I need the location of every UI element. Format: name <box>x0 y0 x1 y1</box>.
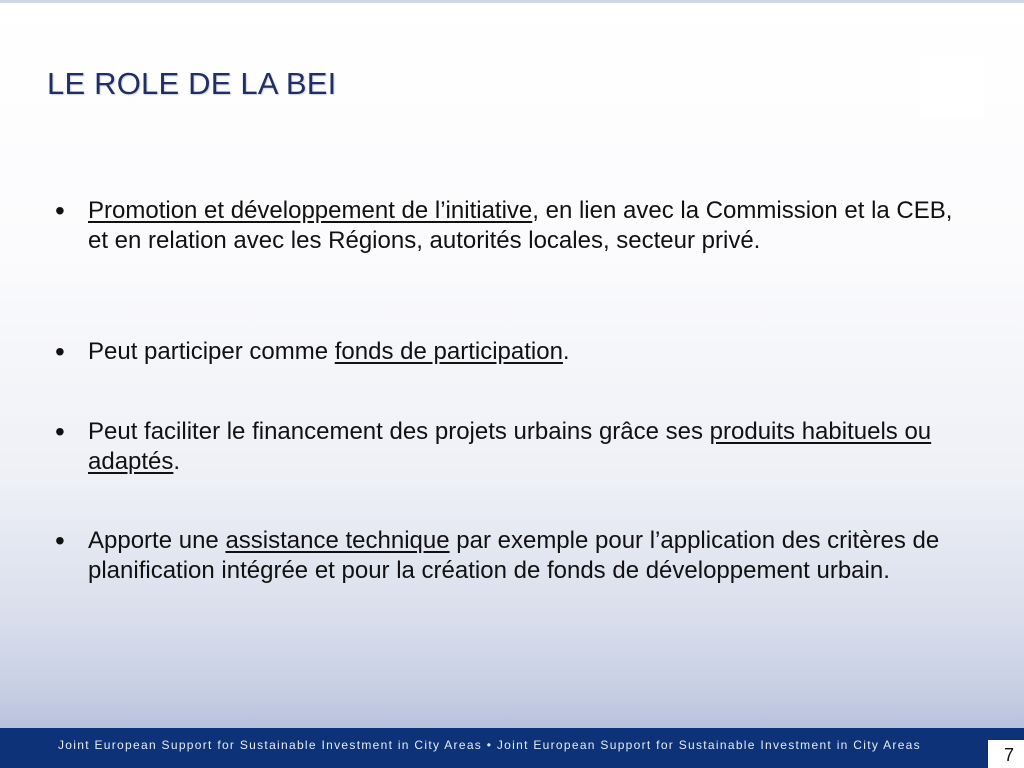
bullet-2-underlined: fonds de participation <box>334 338 563 365</box>
footer-band <box>0 728 1024 768</box>
slide-title: LE ROLE DE LA BEI <box>47 66 337 101</box>
bullet-text-1 <box>88 196 968 256</box>
bullet-4-underlined: assistance technique <box>225 527 450 554</box>
bullet-icon: • <box>55 336 65 367</box>
logo-placeholder <box>920 55 984 119</box>
bullet-1-underlined: Promotion et développement de l’initiative <box>88 197 533 224</box>
bullet-text-4 <box>88 526 968 586</box>
bullet-3-before: Peut faciliter le financement des projets urbains grâce ses <box>88 418 710 445</box>
bullet-icon: • <box>55 195 65 226</box>
top-border <box>0 0 1024 3</box>
bullet-2-before: Peut participer comme <box>88 338 335 365</box>
bullet-icon: • <box>55 525 65 556</box>
bullet-3-underlined: produits habituels ou adaptés <box>88 418 932 475</box>
page-number: 7 <box>1003 745 1014 765</box>
bullet-3-after: . <box>173 448 181 475</box>
page-number-box <box>988 740 1024 768</box>
bullet-2-after: . <box>562 338 570 365</box>
bullet-icon: • <box>55 416 65 447</box>
bullet-1-rest: , en lien avec la Commission et la CEB, et en relation avec les Régions, autorités locales, secteur privé. <box>88 197 953 254</box>
bullet-text-2 <box>88 337 968 367</box>
bullet-text-3 <box>88 417 968 477</box>
bullet-4-before: Apporte une <box>88 527 226 554</box>
footer-text: Joint European Support for Sustainable Investment in City Areas • Joint European Support for Sustainable Investment in City Areas <box>58 738 921 752</box>
bullet-4-after: par exemple pour l’application des critères de planification intégrée et pour la création de fonds de développement urbain. <box>88 527 940 584</box>
